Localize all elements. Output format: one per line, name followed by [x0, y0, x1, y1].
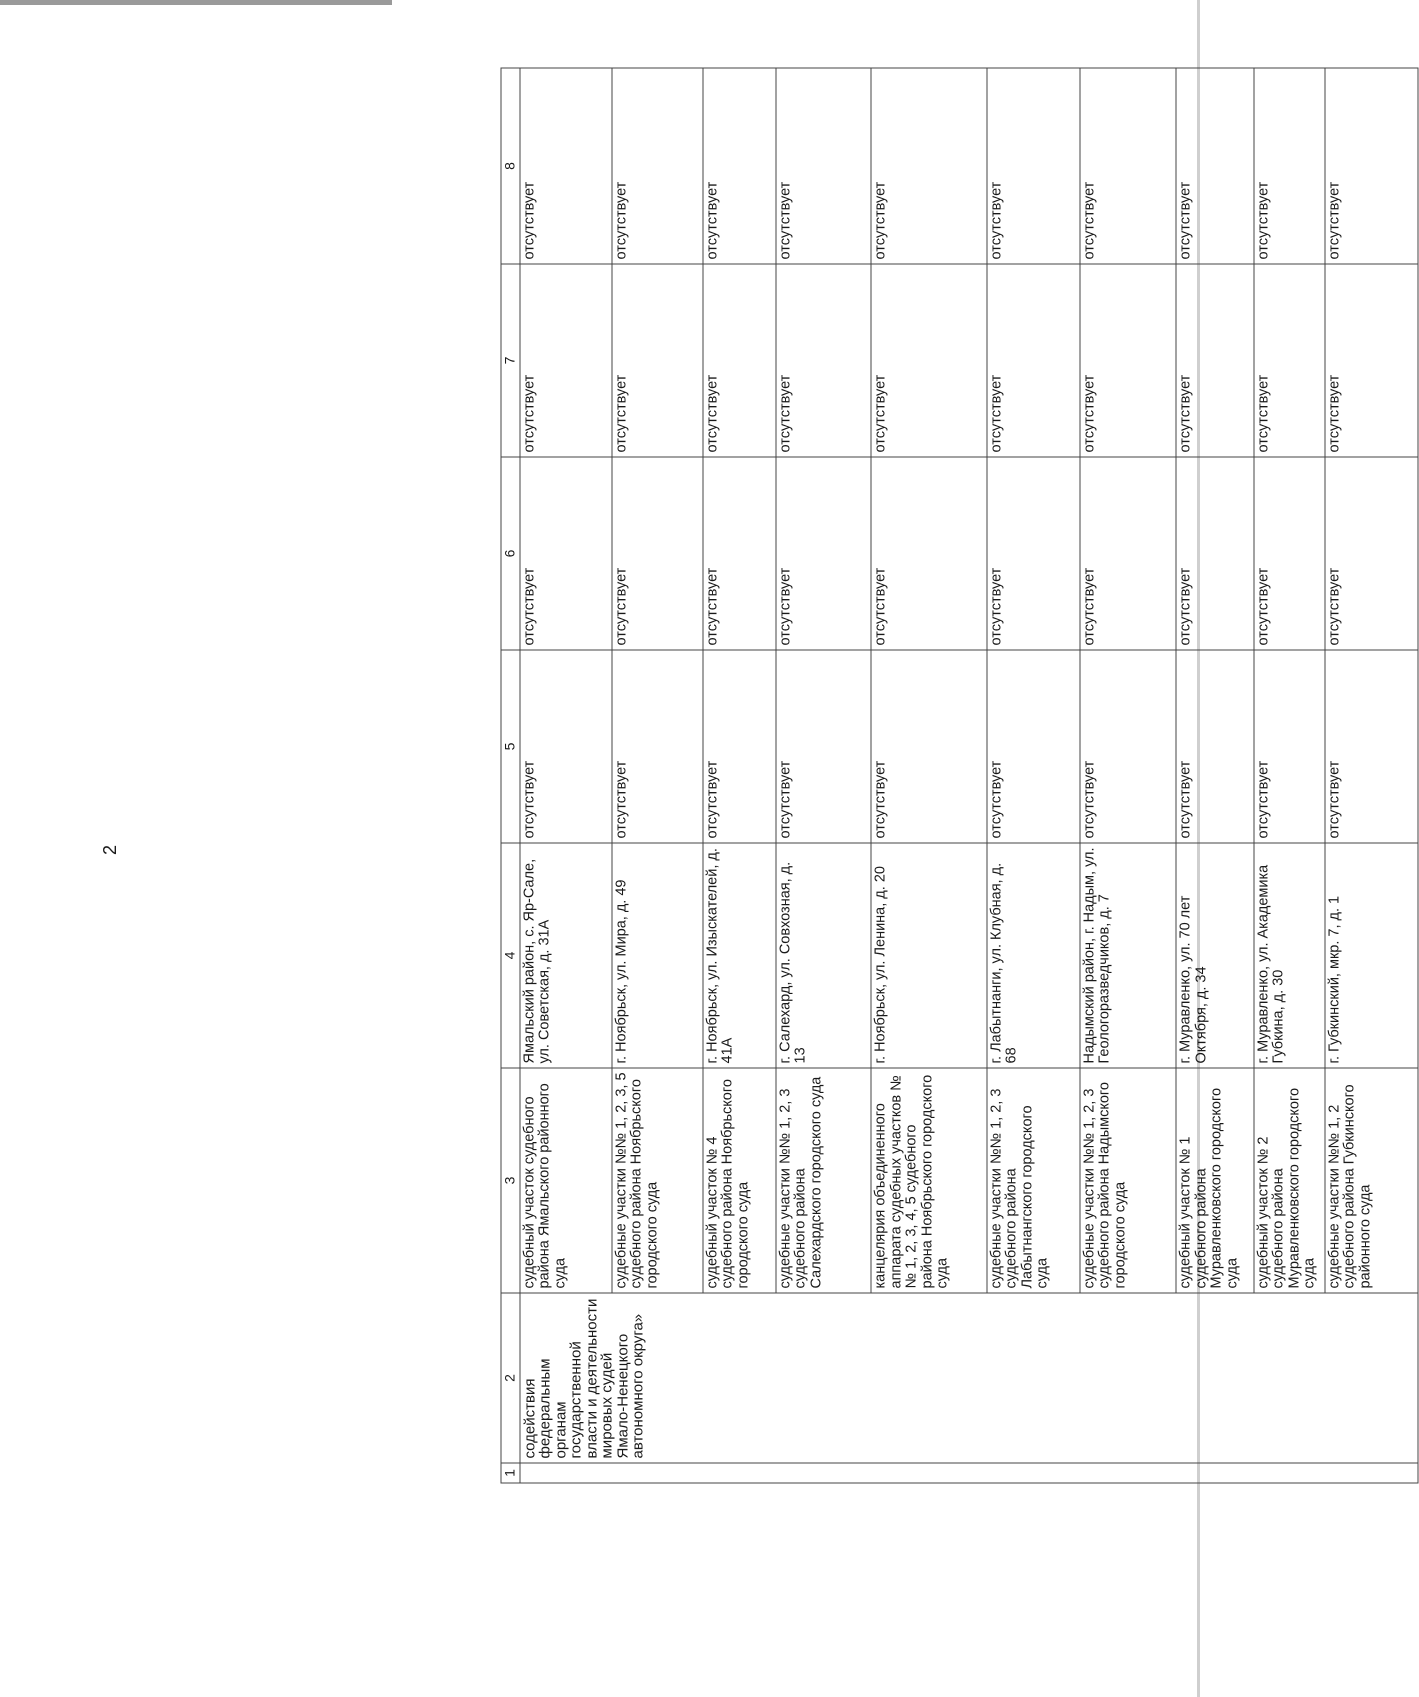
- value-cell: отсутствует: [520, 264, 612, 457]
- column-1-cell: [520, 1463, 1418, 1483]
- value-cell: отсутствует: [1080, 264, 1176, 457]
- scan-top-edge: [0, 0, 392, 5]
- value-cell: отсутствует: [1080, 68, 1176, 264]
- value-cell: отсутствует: [520, 650, 612, 843]
- value-cell: отсутствует: [987, 457, 1080, 650]
- organization-cell: содействия федеральным органам государственной власти и деятельности мировых судей Ямало-Ненецкого автономного округа»: [520, 1293, 1418, 1463]
- address-cell: г. Лабытнанги, ул. Клубная, д. 68: [987, 843, 1080, 1068]
- value-cell: отсутствует: [1176, 457, 1254, 650]
- value-cell: отсутствует: [1254, 264, 1325, 457]
- value-cell: отсутствует: [871, 457, 987, 650]
- court-unit-cell: судебные участки №№ 1, 2, 3 судебного района Салехардского городского суда: [776, 1068, 871, 1293]
- header-cell: 5: [501, 650, 520, 843]
- court-unit-cell: судебный участок судебного района Ямальского районного суда: [520, 1068, 612, 1293]
- value-cell: отсутствует: [871, 68, 987, 264]
- value-cell: отсутствует: [703, 650, 776, 843]
- page-number: 2: [99, 845, 120, 856]
- value-cell: отсутствует: [703, 264, 776, 457]
- value-cell: отсутствует: [1325, 650, 1418, 843]
- address-cell: г. Ноябрьск, ул. Изыскателей, д. 41А: [703, 843, 776, 1068]
- document-table: [501, 68, 1419, 1484]
- table-row: [703, 68, 776, 1483]
- header-cell: 6: [501, 457, 520, 650]
- table-row: [776, 68, 871, 1483]
- value-cell: отсутствует: [612, 68, 703, 264]
- header-cell: 1: [501, 1463, 520, 1483]
- table-row: [1254, 68, 1325, 1483]
- table-row: [612, 68, 703, 1483]
- value-cell: отсутствует: [1080, 650, 1176, 843]
- court-unit-cell: судебный участок № 1 судебного района Муравленковского городского суда: [1176, 1068, 1254, 1293]
- value-cell: отсутствует: [520, 68, 612, 264]
- court-unit-cell: канцелярия объединенного аппарата судебных участков №№ 1, 2, 3, 4, 5 судебного района Ноябрьского городского суда: [871, 1068, 987, 1293]
- value-cell: отсутствует: [871, 650, 987, 843]
- table-row: [871, 68, 987, 1483]
- address-cell: г. Ноябрьск, ул. Мира, д. 49: [612, 843, 703, 1068]
- rotated-table-wrapper: [501, 69, 1419, 1484]
- court-unit-cell: судебные участки №№ 1, 2, 3, 5 судебного района Ноябрьского городского суда: [612, 1068, 703, 1293]
- table-header-row: [501, 68, 520, 1483]
- court-unit-cell: судебный участок № 4 судебного района Ноябрьского городского суда: [703, 1068, 776, 1293]
- value-cell: отсутствует: [1325, 264, 1418, 457]
- court-unit-cell: судебные участки №№ 1, 2 судебного района Губкинского районного суда: [1325, 1068, 1418, 1293]
- value-cell: отсутствует: [1176, 68, 1254, 264]
- header-cell: 4: [501, 843, 520, 1068]
- value-cell: отсутствует: [612, 457, 703, 650]
- court-unit-cell: судебные участки №№ 1, 2, 3 судебного района Надымского городского суда: [1080, 1068, 1176, 1293]
- value-cell: отсутствует: [1325, 457, 1418, 650]
- value-cell: отсутствует: [1325, 68, 1418, 264]
- value-cell: отсутствует: [703, 68, 776, 264]
- value-cell: отсутствует: [776, 650, 871, 843]
- value-cell: отсутствует: [776, 457, 871, 650]
- value-cell: отсутствует: [520, 457, 612, 650]
- value-cell: отсутствует: [703, 457, 776, 650]
- value-cell: отсутствует: [1080, 457, 1176, 650]
- value-cell: отсутствует: [776, 264, 871, 457]
- value-cell: отсутствует: [987, 650, 1080, 843]
- value-cell: отсутствует: [1176, 650, 1254, 843]
- value-cell: отсутствует: [987, 68, 1080, 264]
- table-row: [1176, 68, 1254, 1483]
- header-cell: 3: [501, 1068, 520, 1293]
- table-row: [1080, 68, 1176, 1483]
- table-row: [987, 68, 1080, 1483]
- value-cell: отсутствует: [1176, 264, 1254, 457]
- address-cell: г. Муравленко, ул. Академика Губкина, д. 30: [1254, 843, 1325, 1068]
- header-cell: 8: [501, 68, 520, 264]
- value-cell: отсутствует: [1254, 457, 1325, 650]
- value-cell: отсутствует: [612, 264, 703, 457]
- address-cell: г. Салехард, ул. Совхозная, д. 13: [776, 843, 871, 1068]
- court-unit-cell: судебный участок № 2 судебного района Муравленковского городского суда: [1254, 1068, 1325, 1293]
- address-cell: г. Губкинский, мкр. 7, д. 1: [1325, 843, 1418, 1068]
- address-cell: Ямальский район, с. Яр-Сале, ул. Советская, д. 31А: [520, 843, 612, 1068]
- address-cell: г. Муравленко, ул. 70 лет Октября, д. 34: [1176, 843, 1254, 1068]
- table-row: [1325, 68, 1418, 1483]
- table-row: [520, 68, 612, 1483]
- header-cell: 2: [501, 1293, 520, 1463]
- address-cell: г. Ноябрьск, ул. Ленина, д. 20: [871, 843, 987, 1068]
- value-cell: отсутствует: [987, 264, 1080, 457]
- header-cell: 7: [501, 264, 520, 457]
- value-cell: отсутствует: [871, 264, 987, 457]
- value-cell: отсутствует: [776, 68, 871, 264]
- address-cell: Надымский район, г. Надым, ул. Геологоразведчиков, д. 7: [1080, 843, 1176, 1068]
- value-cell: отсутствует: [1254, 68, 1325, 264]
- court-unit-cell: судебные участки №№ 1, 2, 3 судебного района Лабытнангского городского суда: [987, 1068, 1080, 1293]
- value-cell: отсутствует: [1254, 650, 1325, 843]
- value-cell: отсутствует: [612, 650, 703, 843]
